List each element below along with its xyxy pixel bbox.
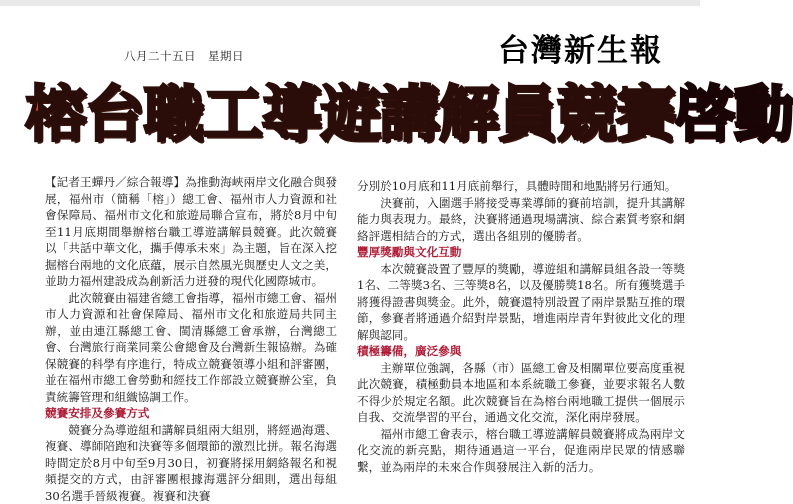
body-paragraph: 競賽分為導遊組和講解員組兩大組別，將經過海選、複賽、導師陪跑和決賽等多個環節的激烈比拼。報名海選時間定於8月中旬至9月30日，初賽將採用網絡報名和視頻提交的方式，由評審團根據海選評分細則，選出每組30名選手晉級複賽。複賽和決賽 (45, 422, 337, 504)
article-right-column (357, 178, 685, 475)
section-heading: 競賽安排及參賽方式 (45, 405, 337, 422)
newspaper-masthead: 台灣新生報 (498, 25, 663, 70)
body-paragraph: 本次競賽設置了豐厚的獎勵，導遊組和講解員組各設一等獎1名、二等獎3名、三等獎8名，以及優勝獎18名。所有獲獎選手將獲得證書與獎金。此外，競賽還特別設置了兩岸景點互推的環節，參賽者將通過介紹對岸景點，增進兩岸青年對彼此文化的理解與認同。 (357, 261, 685, 344)
body-paragraph: 決賽前，入圍選手將接受專業導師的賽前培訓，提升其講解能力與表現力。最終，決賽將通過現場講演、綜合素質考察和網絡評選相結合的方式，選出各組別的優勝者。 (357, 195, 685, 245)
closing-paragraph: 福州市總工會表示，榕台職工導遊講解員競賽將成為兩岸文化交流的新亮點，期待通過這一平台，促進兩岸民眾的情感聯繫，並為兩岸的未來合作與發展注入新的活力。 (357, 426, 685, 476)
headline-main: 榕台職工導遊講解員競賽 (26, 80, 675, 150)
article-left-column (45, 174, 337, 504)
body-paragraph: 主辦單位強調，各縣（市）區總工會及相關單位要高度重視此次競賽，積極動員本地區和本系統職工參賽，並要求報名人數不得少於規定名額。此次競賽旨在為榕台兩地職工提供一個展示自我、交流學習的平台，通過文化交流，深化兩岸發展。 (357, 360, 685, 426)
section-heading: 豐厚獎勵與文化互動 (357, 244, 685, 261)
section-heading: 積極籌備，廣泛參與 (357, 343, 685, 360)
headline-accent: 啓動 (675, 80, 793, 150)
lead-paragraph: 【記者王蟬丹／綜合報導】為推動海峽兩岸文化融合與發展，福州市（簡稱「榕」）總工會、福州市人力資源和社會保障局、福州市文化和旅遊局聯合宣布，將於8月中旬至11月底期間舉辦榕台職工導遊講解員競賽。此次競賽以「共話中華文化，攜手傳承未來」為主題，旨在深入挖掘榕台兩地的文化底蘊，展示自然風光與歷史人文之美，並助力福州建設成為創新活力迸發的現代化國際城市。 (45, 174, 337, 290)
top-border (0, 0, 700, 6)
continued-paragraph: 分別於10月底和11月底前舉行，具體時間和地點將另行通知。 (357, 178, 685, 195)
body-paragraph: 此次競賽由福建省總工會指導，福州市總工會、福州市人力資源和社會保障局、福州市文化和旅遊局共同主辦，並由連江縣總工會、閩清縣總工會承辦，台灣總工會、台灣旅行商業同業公會總會及台灣新生報協辦。為確保競賽的科學有序進行，特成立競賽領導小組和評審團，並在福州市總工會勞動和經技工作部設立競賽辦公室，負責統籌管理和組織協調工作。 (45, 290, 337, 406)
issue-date: 八月二十五日 星期日 (124, 48, 244, 64)
headline (26, 72, 700, 158)
